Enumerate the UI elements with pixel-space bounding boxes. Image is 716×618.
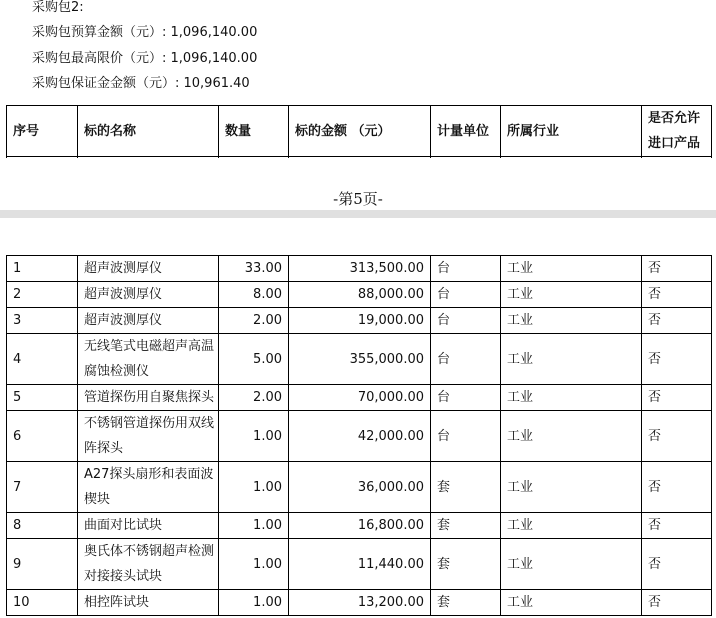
table-row <box>7 308 712 334</box>
table-row <box>7 590 712 616</box>
cell-unit: 台 <box>431 256 501 282</box>
cell-amount: 355,000.00 <box>289 334 431 385</box>
table-row <box>7 334 712 385</box>
cell-unit: 台 <box>431 385 501 411</box>
header-unit: 计量单位 <box>431 106 501 157</box>
cell-name <box>78 590 219 616</box>
items-table-header <box>6 105 712 158</box>
header-no: 序号 <box>7 106 78 157</box>
table-row <box>7 385 712 411</box>
cell-name <box>78 308 219 334</box>
cell-qty: 8.00 <box>219 282 289 308</box>
header-import-line1: 是否允许 <box>648 111 701 126</box>
cell-industry: 工业 <box>501 282 642 308</box>
cell-qty: 1.00 <box>219 411 289 462</box>
cell-unit: 套 <box>431 462 501 513</box>
cell-name <box>78 282 219 308</box>
cell-no: 8 <box>7 513 78 539</box>
cell-no: 5 <box>7 385 78 411</box>
table-row <box>7 462 712 513</box>
cell-name-line2: 楔块 <box>84 492 111 507</box>
cell-no: 9 <box>7 539 78 590</box>
cell-unit: 台 <box>431 411 501 462</box>
cell-unit: 套 <box>431 590 501 616</box>
cell-amount: 70,000.00 <box>289 385 431 411</box>
cell-amount: 36,000.00 <box>289 462 431 513</box>
table-row <box>7 539 712 590</box>
cell-name <box>78 385 219 411</box>
cell-industry: 工业 <box>501 462 642 513</box>
cell-import: 否 <box>642 334 712 385</box>
cell-qty: 1.00 <box>219 462 289 513</box>
table-row <box>7 282 712 308</box>
cell-industry: 工业 <box>501 411 642 462</box>
cell-amount: 42,000.00 <box>289 411 431 462</box>
cell-amount: 313,500.00 <box>289 256 431 282</box>
header-import <box>642 106 712 157</box>
cell-amount: 19,000.00 <box>289 308 431 334</box>
cell-industry: 工业 <box>501 256 642 282</box>
cell-import: 否 <box>642 462 712 513</box>
cell-no: 3 <box>7 308 78 334</box>
cell-name-line2: 腐蚀检测仪 <box>84 364 150 379</box>
cell-name-line1: 不锈钢管道探伤用双线 <box>84 416 215 431</box>
table-row <box>7 256 712 282</box>
cell-unit: 套 <box>431 513 501 539</box>
cell-name-line1: 奥氏体不锈钢超声检测 <box>84 544 215 559</box>
cell-import: 否 <box>642 256 712 282</box>
cell-import: 否 <box>642 590 712 616</box>
cell-no: 2 <box>7 282 78 308</box>
cell-industry: 工业 <box>501 590 642 616</box>
table-row <box>7 513 712 539</box>
cell-name-line1: 管道探伤用自聚焦探头 <box>84 390 215 405</box>
cell-import: 否 <box>642 513 712 539</box>
cell-name <box>78 411 219 462</box>
cell-name-line2: 对接接头试块 <box>84 569 163 584</box>
cell-amount: 88,000.00 <box>289 282 431 308</box>
cell-no: 1 <box>7 256 78 282</box>
cell-name <box>78 462 219 513</box>
cell-amount: 16,800.00 <box>289 513 431 539</box>
cell-no: 4 <box>7 334 78 385</box>
cell-name-line1: 相控阵试块 <box>84 595 150 610</box>
cell-unit: 台 <box>431 308 501 334</box>
page-number: -第5页- <box>333 190 383 208</box>
package-budget: 采购包预算金额（元）: 1,096,140.00 <box>32 25 258 40</box>
cell-name-line1: 无线笔式电磁超声高温 <box>84 339 215 354</box>
cell-name-line1: 超声波测厚仪 <box>84 261 163 276</box>
cell-name <box>78 334 219 385</box>
cell-industry: 工业 <box>501 513 642 539</box>
cell-name-line2: 阵探头 <box>84 441 124 456</box>
cell-unit: 台 <box>431 334 501 385</box>
cell-qty: 1.00 <box>219 539 289 590</box>
cell-name <box>78 513 219 539</box>
cell-name-line1: 超声波测厚仪 <box>84 287 163 302</box>
cell-qty: 1.00 <box>219 590 289 616</box>
cell-amount: 11,440.00 <box>289 539 431 590</box>
table-row <box>7 411 712 462</box>
cell-unit: 台 <box>431 282 501 308</box>
cell-import: 否 <box>642 411 712 462</box>
cell-industry: 工业 <box>501 539 642 590</box>
cell-import: 否 <box>642 385 712 411</box>
package-max-price: 采购包最高限价（元）: 1,096,140.00 <box>32 51 258 66</box>
cell-name-line1: A27探头扇形和表面波 <box>84 467 214 482</box>
header-name: 标的名称 <box>78 106 219 157</box>
header-import-line2: 进口产品 <box>648 136 701 151</box>
cell-qty: 5.00 <box>219 334 289 385</box>
cell-import: 否 <box>642 282 712 308</box>
cell-amount: 13,200.00 <box>289 590 431 616</box>
cell-industry: 工业 <box>501 385 642 411</box>
cell-no: 7 <box>7 462 78 513</box>
cell-unit: 套 <box>431 539 501 590</box>
cell-qty: 2.00 <box>219 308 289 334</box>
cell-qty: 2.00 <box>219 385 289 411</box>
cell-import: 否 <box>642 539 712 590</box>
cell-qty: 33.00 <box>219 256 289 282</box>
cell-qty: 1.00 <box>219 513 289 539</box>
cell-name <box>78 539 219 590</box>
page-break-divider <box>0 210 716 218</box>
package-deposit: 采购包保证金金额（元）: 10,961.40 <box>32 76 250 91</box>
header-industry: 所属行业 <box>501 106 642 157</box>
header-qty: 数量 <box>219 106 289 157</box>
cell-no: 10 <box>7 590 78 616</box>
cell-name <box>78 256 219 282</box>
package-title: 采购包2: <box>32 0 84 15</box>
cell-industry: 工业 <box>501 334 642 385</box>
cell-no: 6 <box>7 411 78 462</box>
header-amount: 标的金额 （元） <box>289 106 431 157</box>
cell-industry: 工业 <box>501 308 642 334</box>
items-table <box>6 255 712 616</box>
cell-name-line1: 超声波测厚仪 <box>84 313 163 328</box>
cell-name-line1: 曲面对比试块 <box>84 518 163 533</box>
cell-import: 否 <box>642 308 712 334</box>
